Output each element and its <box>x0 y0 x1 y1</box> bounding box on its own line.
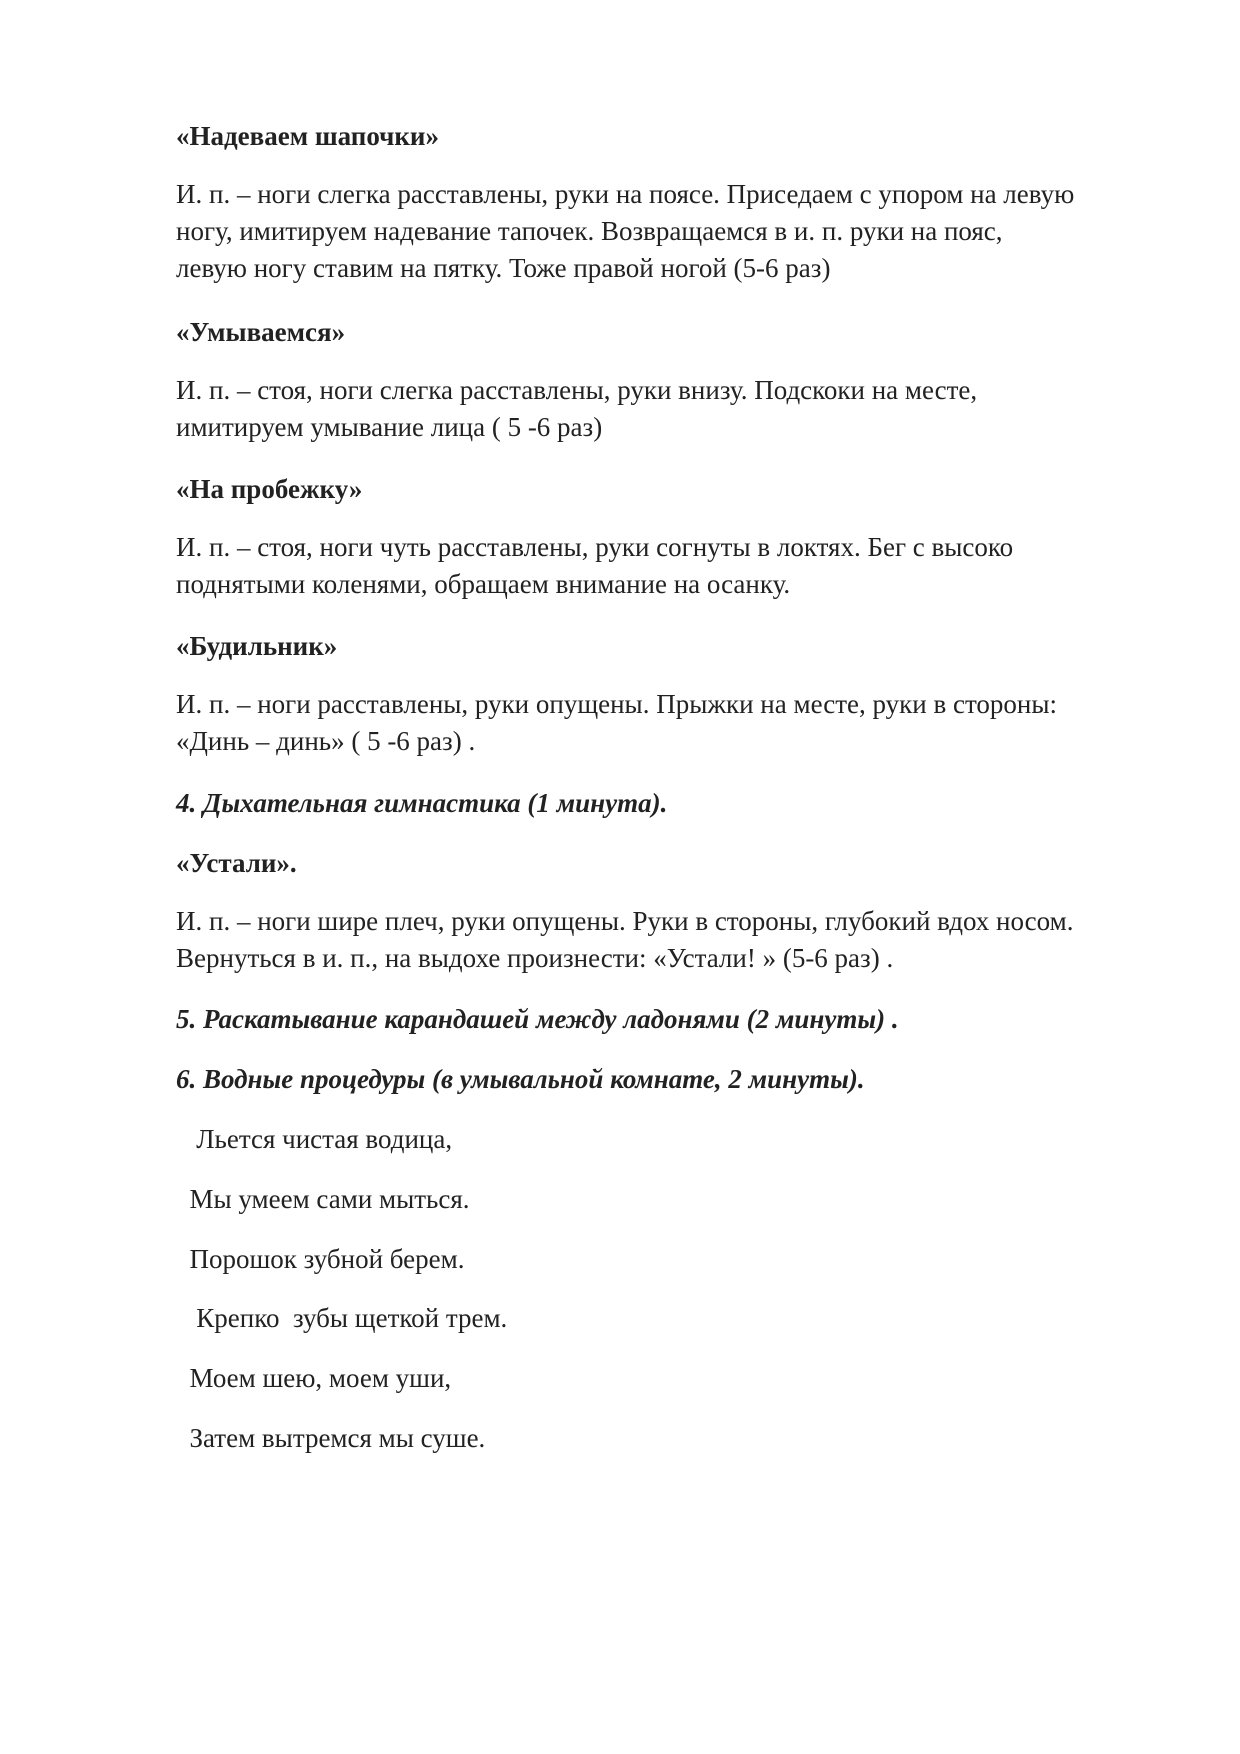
exercise-3-line: И. п. – стоя, ноги чуть расставлены, руки согнуты в локтях. Бег с высоко <box>176 532 1014 562</box>
exercise-1-line: ногу, имитируем надевание тапочек. Возвращаемся в и. п. руки на пояс, <box>176 216 1003 246</box>
exercise-1-line: И. п. – ноги слегка расставлены, руки на поясе. Приседаем с упором на левую <box>176 179 1075 209</box>
section-water-procedures: 6. Водные процедуры (в умывальной комнате, 2 минуты). <box>176 1064 865 1094</box>
section-breathing-gymnastics: 4. Дыхательная гимнастика (1 минута). <box>176 788 668 818</box>
exercise-4-text <box>176 686 1166 760</box>
exercise-1-line: левую ногу ставим на пятку. Тоже правой ногой (5-6 раз) <box>176 253 831 283</box>
exercise-3-text <box>176 529 1166 603</box>
exercise-5-line: Вернуться в и. п., на выдохе произнести: «Устали! » (5-6 раз) . <box>176 943 894 973</box>
exercise-5-text <box>176 903 1166 977</box>
poem-line: Затем вытремся мы суше. <box>176 1423 486 1453</box>
exercise-3-line: поднятыми коленями, обращаем внимание на осанку. <box>176 569 791 599</box>
poem-line: Крепко зубы щеткой трем. <box>176 1303 508 1333</box>
exercise-4-line: И. п. – ноги расставлены, руки опущены. Прыжки на месте, руки в стороны: <box>176 689 1057 719</box>
exercise-4-title: «Будильник» <box>176 631 338 661</box>
exercise-5-line: И. п. – ноги шире плеч, руки опущены. Руки в стороны, глубокий вдох носом. <box>176 906 1074 936</box>
exercise-5-title: «Устали». <box>176 848 297 878</box>
exercise-2-line: имитируем умывание лица ( 5 -6 раз) <box>176 412 603 442</box>
exercise-2-line: И. п. – стоя, ноги слегка расставлены, руки внизу. Подскоки на месте, <box>176 375 978 405</box>
exercise-3-title: «На пробежку» <box>176 474 363 504</box>
poem-line: Мы умеем сами мыться. <box>176 1184 470 1214</box>
exercise-1-title: «Надеваем шапочки» <box>176 121 439 151</box>
section-pencil-rolling: 5. Раскатывание карандашей между ладонями (2 минуты) . <box>176 1004 899 1034</box>
exercise-4-line: «Динь – динь» ( 5 -6 раз) . <box>176 726 476 756</box>
exercise-2-text <box>176 372 1166 446</box>
poem-line: Льется чистая водица, <box>176 1124 453 1154</box>
exercise-2-title: «Умываемся» <box>176 317 346 347</box>
exercise-1-text <box>176 176 1166 287</box>
poem-line: Моем шею, моем уши, <box>176 1363 452 1393</box>
poem-line: Порошок зубной берем. <box>176 1244 465 1274</box>
